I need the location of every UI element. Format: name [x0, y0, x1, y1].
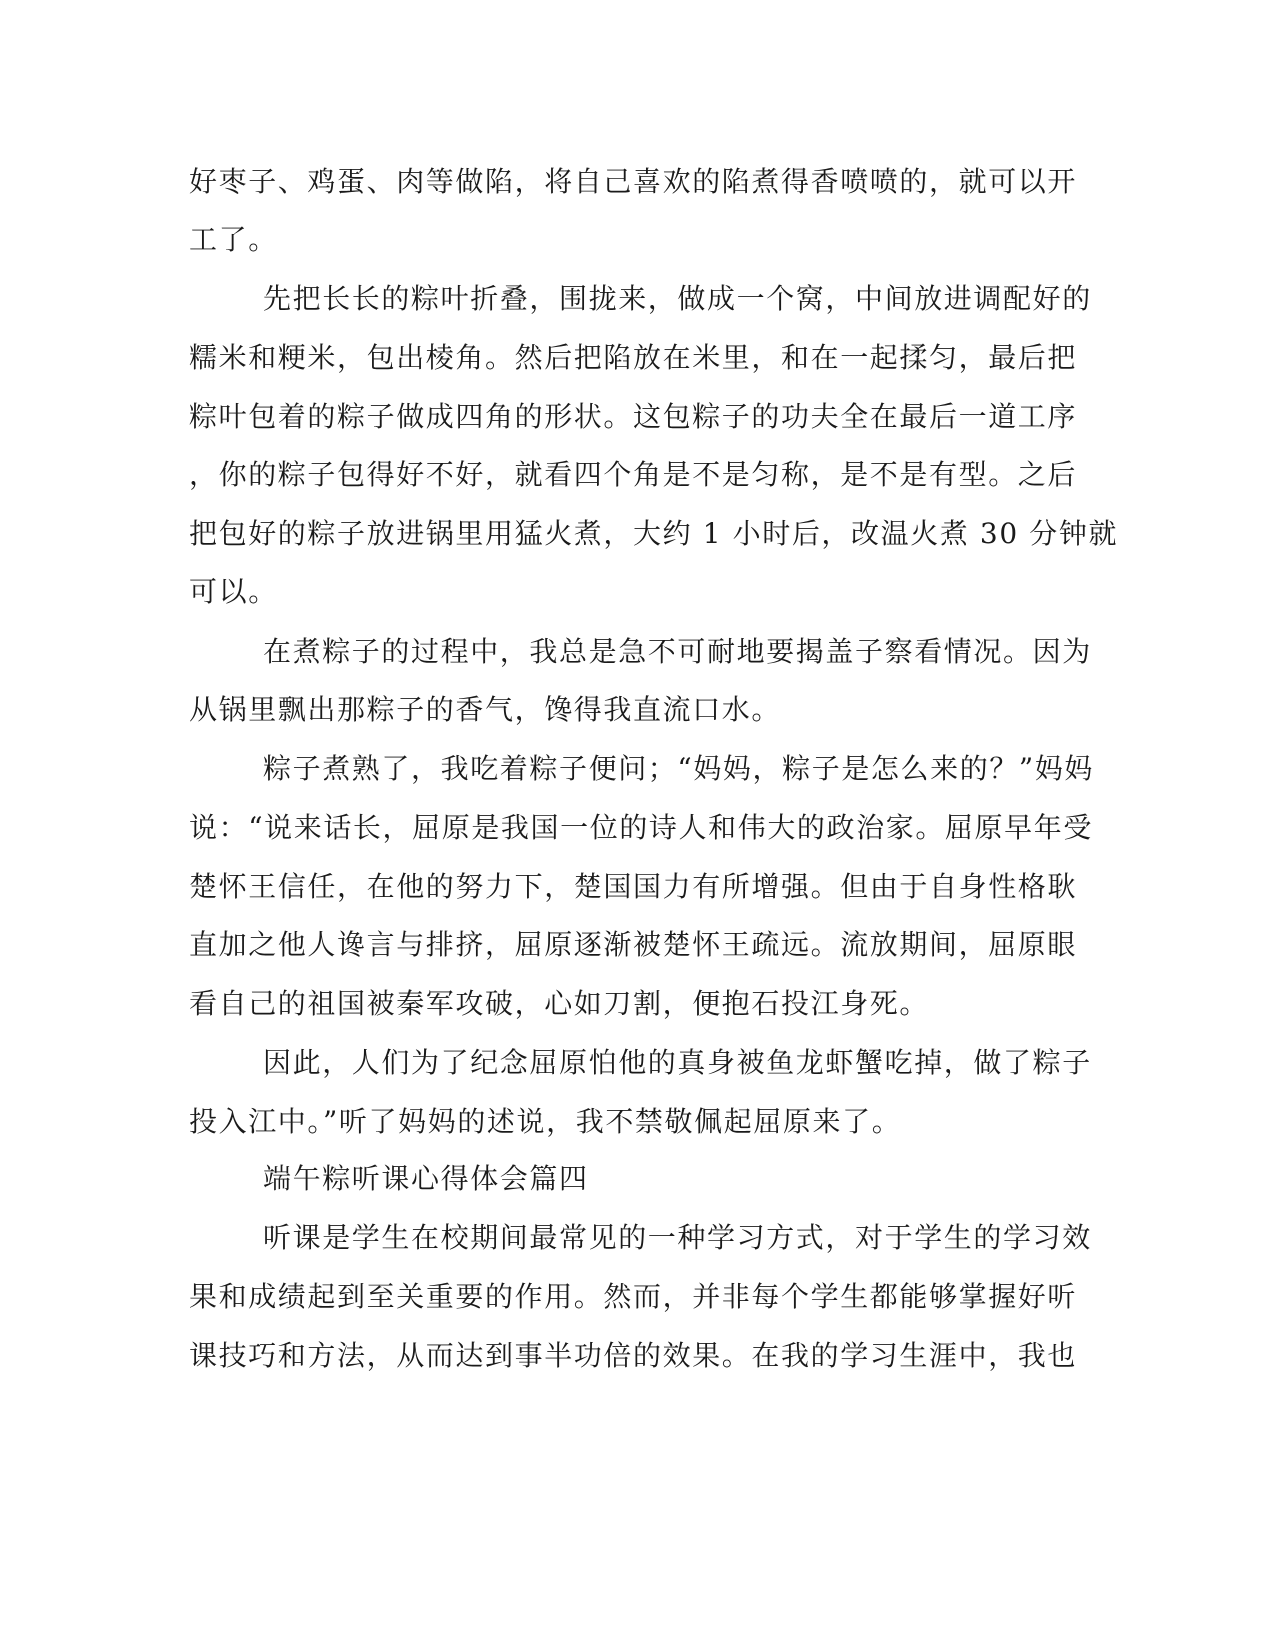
text-line: 说：“说来话长，屈原是我国一位的诗人和伟大的政治家。屈原早年受 — [189, 811, 1093, 844]
text-line: 投入江中。”听了妈妈的述说，我不禁敬佩起屈原来了。 — [189, 1105, 902, 1138]
paragraph-first-line: 听课是学生在校期间最常见的一种学习方式，对于学生的学习效 — [263, 1221, 1092, 1254]
text-line: 课技巧和方法，从而达到事半功倍的效果。在我的学习生涯中，我也 — [189, 1339, 1078, 1372]
text-line: 工了。 — [189, 223, 278, 256]
text-line: 可以。 — [189, 575, 278, 608]
text-line: 直加之他人谗言与排挤，屈原逐渐被楚怀王疏远。流放期间，屈原眼 — [189, 928, 1078, 961]
text-line: ，你的粽子包得好不好，就看四个角是不是匀称，是不是有型。之后 — [189, 458, 1078, 491]
paragraph-first-line: 因此，人们为了纪念屈原怕他的真身被鱼龙虾蟹吃掉，做了粽子 — [263, 1046, 1092, 1079]
section-heading: 端午粽听课心得体会篇四 — [263, 1162, 589, 1195]
text-line: 糯米和粳米，包出棱角。然后把陷放在米里，和在一起揉匀，最后把 — [189, 341, 1078, 374]
paragraph-first-line: 粽子煮熟了，我吃着粽子便问；“妈妈，粽子是怎么来的？”妈妈 — [263, 752, 1095, 785]
text-line: 果和成绩起到至关重要的作用。然而，并非每个学生都能够掌握好听 — [189, 1280, 1078, 1313]
paragraph-first-line: 在煮粽子的过程中，我总是急不可耐地要揭盖子察看情况。因为 — [263, 635, 1092, 668]
text-line: 看自己的祖国被秦军攻破，心如刀割，便抱石投江身死。 — [189, 987, 930, 1020]
text-line: 粽叶包着的粽子做成四角的形状。这包粽子的功夫全在最后一道工序 — [189, 400, 1078, 433]
text-line: 楚怀王信任，在他的努力下，楚国国力有所增强。但由于自身性格耿 — [189, 870, 1078, 903]
text-line: 从锅里飘出那粽子的香气，馋得我直流口水。 — [189, 693, 782, 726]
text-line: 把包好的粽子放进锅里用猛火煮，大约 1 小时后，改温火煮 30 分钟就 — [189, 517, 1119, 550]
paragraph-first-line: 先把长长的粽叶折叠，围拢来，做成一个窝，中间放进调配好的 — [263, 282, 1092, 315]
text-line: 好枣子、鸡蛋、肉等做陷，将自己喜欢的陷煮得香喷喷的，就可以开 — [189, 165, 1078, 198]
